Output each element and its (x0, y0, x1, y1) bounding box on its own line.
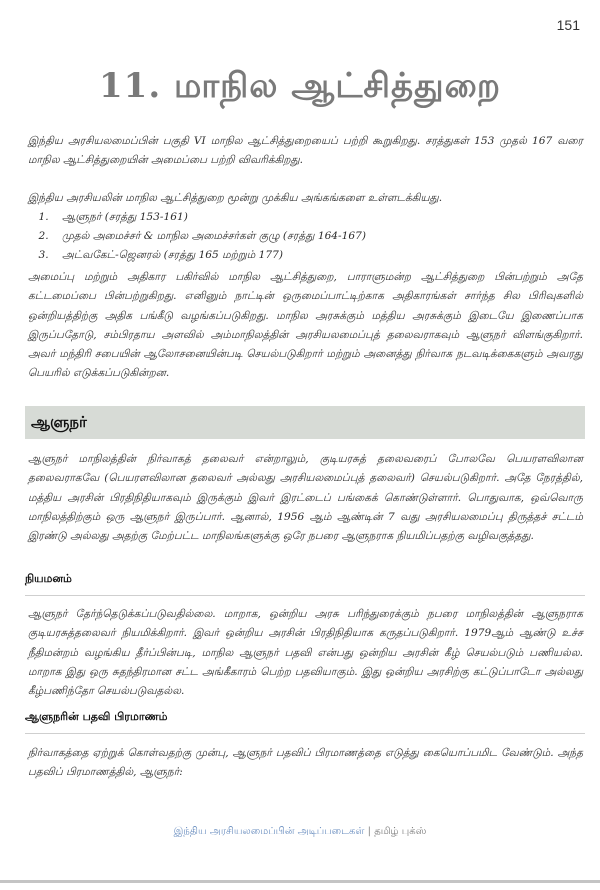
governor-paragraph: ஆளுநர் மாநிலத்தின் நிர்வாகத் தலைவர் என்றாலும், குடியரசுத் தலைவரைப் போலவே பெயரளவிலான தலைவராகவே (பெயரளவிலான தலைவர் அல்லது அரசியலமைப்புத் தலைவர்) செயல்படுகிறார். அதே நேரத்தில், மத்திய அரசின் பிரதிநிதியாகவும் இருக்கும் இவர் இரட்டைப் பங்கைக் கொண்டுள்ளார். பொதுவாக, ஒவ்வொரு மாநிலத்திற்கும் ஒரு ஆளுநர் இருப்பார். ஆனால், 1956 ஆம் ஆண்டின் 7 வது அரசியலமைப்பு திருத்தச் சட்டம் இரண்டு அல்லது அதற்கு மேற்பட்ட மாநிலங்களுக்கு ஒரே நபரை ஆளுநராக நியமிப்பதற்கு வழிவகுத்தது. (28, 453, 583, 543)
oath-paragraph: நிர்வாகத்தை ஏற்றுக் கொள்வதற்கு முன்பு, ஆளுநர் பதவிப் பிரமாணத்தை எடுத்து கையொப்பமிட வேண்டும். அந்த பதவிப் பிரமாணத்தில், ஆளுநர்: (28, 747, 583, 779)
footer-publisher: தமிழ் புக்ஸ் (374, 826, 427, 837)
section-heading-text: ஆளுநர் (31, 413, 87, 431)
pillars-block (28, 189, 583, 265)
section-heading-governor (25, 406, 585, 439)
intro-paragraph: இந்திய அரசியலமைப்பின் பகுதி VI மாநில ஆட்சித்துறையைப் பற்றி கூறுகிறது. சரத்துகள் 153 முதல் 167 வரை மாநில ஆட்சித்துறையின் அமைப்பை பற்றி விவரிக்கிறது. (28, 135, 583, 167)
list-item: 1. ஆளுநர் (சரத்து 153-161) (52, 208, 583, 227)
pillars-list (28, 208, 583, 265)
appointment-paragraph: ஆளுநர் தேர்ந்தெடுக்கப்படுவதில்லை. மாறாக, ஒன்றிய அரசு பரிந்துரைக்கும் நபரை மாநிலத்தின் ஆளுநராக குடியரசுத்தலைவர் நியமிக்கிறார். இவர் ஒன்றிய அரசின் பிரதிநிதியாக கருதப்படுகிறார். 1979ஆம் ஆண்டு உச்ச நீதிமன்றம் வழங்கிய தீர்ப்பின்படி, மாநில ஆளுநர் பதவி என்பது ஒன்றிய அரசின் கீழ் செயல்படும் பணியல்ல. மாறாக இது ஒரு சுதந்திரமான சட்ட அங்கீகாரம் பெற்ற பதவியாகும். இது ஒன்றிய அரசிற்கு கட்டுப்பாடோ அல்லது கீழ்பணிந்தோ செயல்படுவதல்ல. (28, 608, 583, 698)
list-item: 3. அட்வகேட்-ஜெனரல் (சரத்து 165 மற்றும் 177) (52, 246, 583, 265)
bottom-divider (0, 880, 600, 883)
list-item: 2. முதல் அமைச்சர் & மாநில அமைச்சர்கள் குழு (சரத்து 164-167) (52, 227, 583, 246)
page-footer (0, 826, 600, 838)
structure-paragraph: அமைப்பு மற்றும் அதிகார பகிர்வில் மாநில ஆட்சித்துறை, பாராளுமன்ற ஆட்சித்துறை பின்பற்றும் அதே கட்டமைப்பை பின்பற்றுகிறது. எனினும் நாட்டின் ஒருமைப்பாட்டிற்காக அதிகாரங்கள் சார்ந்த சில பிரிவுகளில் ஒன்றியத்திற்கு அதிக பங்கீடு வழங்கப்படுகிறது. மாநில அரசுக்கும் மத்திய அரசுக்கும் இடையே இணைப்பாக இருப்பதோடு, சம்பிரதாய அளவில் அம்மாநிலத்தின் அரசியலமைப்புத் தலைவராகவும் ஆளுநர் விளங்குகிறார். அவர் மந்திரி சபையின் ஆலோசனையின்படி செயல்படுகிறார் மற்றும் அனைத்து நிர்வாக நடவடிக்கைகளும் அவரது பெயரில் எடுக்கப்படுகின்றன. (28, 271, 583, 380)
footer-separator: | (367, 826, 372, 837)
pillars-intro: இந்திய அரசியலின் மாநில ஆட்சித்துறை மூன்று முக்கிய அங்கங்களை உள்ளடக்கியது. (28, 192, 443, 204)
subheading-oath: ஆளுநரின் பதவி பிரமாணம் (25, 710, 585, 734)
chapter-title: 11. மாநில ஆட்சித்துறை (99, 66, 501, 106)
footer-book-title: இந்திய அரசியலமைப்பின் அடிப்படைகள் (173, 826, 365, 837)
page-number: 151 (556, 17, 580, 33)
subheading-appointment: நியமனம் (25, 572, 585, 596)
